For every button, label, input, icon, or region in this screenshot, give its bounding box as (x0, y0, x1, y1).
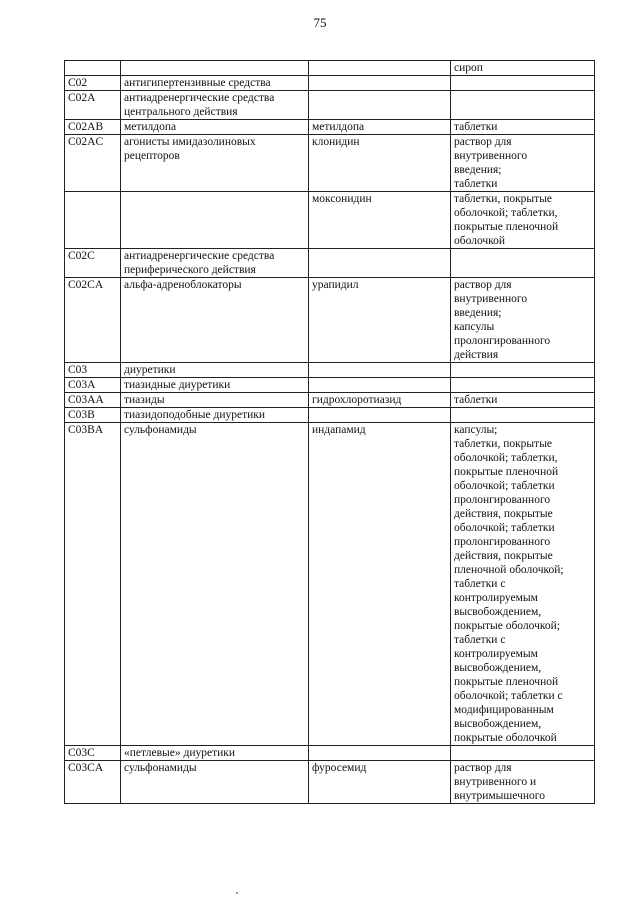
cell-text: C03BA (68, 424, 104, 436)
cell-text: C03C (68, 747, 95, 759)
cell-line: введения; (454, 164, 502, 176)
cell-text: C03B (68, 409, 95, 421)
atc-code-cell (65, 408, 121, 423)
table-row (65, 249, 595, 278)
group-name-cell (121, 393, 309, 408)
cell-line: фуросемид (312, 762, 367, 774)
table-row (65, 378, 595, 393)
cell-line: оболочкой (454, 235, 506, 247)
atc-code-cell (65, 393, 121, 408)
cell-line: антигипертензивные средства (124, 77, 271, 89)
cell-line: покрытые оболочкой; (454, 620, 560, 632)
cell-text: C02AC (68, 136, 104, 148)
atc-code-cell (65, 61, 121, 76)
cell-line: введения; (454, 307, 502, 319)
cell-text: C02CA (68, 279, 104, 291)
atc-code-cell (65, 192, 121, 249)
cell-line: рецепторов (124, 150, 180, 162)
cell-line: раствор для (454, 136, 512, 148)
cell-line: внутримышечного (454, 790, 545, 802)
atc-code-cell (65, 746, 121, 761)
table-row (65, 363, 595, 378)
drug-name-cell (309, 408, 451, 423)
table-row (65, 61, 595, 76)
cell-line: покрытые оболочкой (454, 732, 557, 744)
cell-line: метилдопа (124, 121, 177, 133)
drug-name-cell (309, 746, 451, 761)
cell-line: пленочной оболочкой; (454, 564, 564, 576)
dosage-form-cell (451, 192, 595, 249)
cell-text: C03A (68, 379, 96, 391)
atc-code-cell (65, 249, 121, 278)
cell-line: сульфонамиды (124, 762, 197, 774)
cell-line: таблетки с (454, 578, 506, 590)
cell-line: альфа-адреноблокаторы (124, 279, 242, 291)
cell-line: тиазидные диуретики (124, 379, 231, 391)
cell-line: «петлевые» диуретики (124, 747, 236, 759)
cell-line: сироп (454, 62, 483, 74)
drug-name-cell (309, 135, 451, 192)
cell-line: агонисты имидазолиновых (124, 136, 256, 148)
drug-name-cell (309, 61, 451, 76)
cell-line: урапидил (312, 279, 359, 291)
atc-code-cell (65, 278, 121, 363)
cell-line: таблетки, покрытые (454, 193, 553, 205)
cell-line: покрытые пленочной (454, 676, 559, 688)
dosage-form-cell (451, 135, 595, 192)
dosage-form-cell (451, 746, 595, 761)
atc-code-cell (65, 363, 121, 378)
cell-line: действия, покрытые (454, 508, 553, 520)
atc-code-cell (65, 135, 121, 192)
drug-name-cell (309, 278, 451, 363)
cell-text: C02 (68, 77, 88, 89)
cell-line: таблетки (454, 121, 498, 133)
cell-text: C02C (68, 250, 95, 262)
cell-line: действия, покрытые (454, 550, 553, 562)
drug-name-cell (309, 423, 451, 746)
table-row (65, 135, 595, 192)
cell-text: C02A (68, 92, 96, 104)
cell-line: клонидин (312, 136, 360, 148)
group-name-cell (121, 120, 309, 135)
cell-line: контролируемым (454, 648, 538, 660)
atc-code-cell (65, 120, 121, 135)
group-name-cell (121, 408, 309, 423)
table-row (65, 746, 595, 761)
cell-line: периферического действия (124, 264, 256, 276)
dosage-form-cell (451, 363, 595, 378)
atc-code-cell (65, 91, 121, 120)
table-row (65, 408, 595, 423)
cell-line: оболочкой; таблетки, (454, 452, 558, 464)
drug-name-cell (309, 192, 451, 249)
cell-line: раствор для (454, 279, 512, 291)
dosage-form-cell (451, 378, 595, 393)
cell-line: капсулы; (454, 424, 498, 436)
cell-line: внутривенного и (454, 776, 537, 788)
cell-line: пролонгированного (454, 494, 551, 506)
cell-line: диуретики (124, 364, 176, 376)
dosage-form-cell (451, 120, 595, 135)
dosage-form-cell (451, 76, 595, 91)
dosage-form-cell (451, 249, 595, 278)
cell-text: C02AB (68, 121, 104, 133)
cell-line: оболочкой; таблетки (454, 480, 555, 492)
cell-line: сульфонамиды (124, 424, 197, 436)
group-name-cell (121, 61, 309, 76)
atc-code-cell (65, 761, 121, 804)
page-number: 75 (313, 15, 327, 30)
group-name-cell (121, 423, 309, 746)
atc-code-cell (65, 76, 121, 91)
cell-line: капсулы (454, 321, 495, 333)
cell-line: гидрохлоротиазид (312, 394, 402, 406)
cell-line: пролонгированного (454, 335, 551, 347)
cell-line: покрытые пленочной (454, 221, 559, 233)
dosage-form-cell (451, 423, 595, 746)
cell-line: оболочкой; таблетки, (454, 207, 558, 219)
cell-line: центрального действия (124, 106, 238, 118)
medication-table (64, 60, 595, 804)
table-row (65, 278, 595, 363)
cell-line: индапамид (312, 424, 366, 436)
cell-line: метилдопа (312, 121, 365, 133)
cell-line: антиадренергические средства (124, 92, 275, 104)
group-name-cell (121, 91, 309, 120)
cell-line: таблетки, покрытые (454, 438, 553, 450)
cell-line: раствор для (454, 762, 512, 774)
table-row (65, 91, 595, 120)
group-name-cell (121, 378, 309, 393)
cell-text: C03 (68, 364, 88, 376)
atc-code-cell (65, 378, 121, 393)
drug-name-cell (309, 249, 451, 278)
cell-text: C03CA (68, 762, 104, 774)
cell-line: высвобождением, (454, 662, 542, 674)
cell-line: внутривенного (454, 293, 528, 305)
table-row (65, 761, 595, 804)
cell-line: внутривенного (454, 150, 528, 162)
drug-name-cell (309, 91, 451, 120)
cell-line: модифицированным (454, 704, 554, 716)
cell-line: таблетки (454, 178, 498, 190)
cell-line: таблетки с (454, 634, 506, 646)
atc-code-cell (65, 423, 121, 746)
table-row (65, 192, 595, 249)
drug-name-cell (309, 76, 451, 91)
cell-line: высвобождением, (454, 606, 542, 618)
drug-name-cell (309, 393, 451, 408)
group-name-cell (121, 192, 309, 249)
cell-line: моксонидин (312, 193, 372, 205)
cell-line: контролируемым (454, 592, 538, 604)
group-name-cell (121, 746, 309, 761)
dosage-form-cell (451, 393, 595, 408)
group-name-cell (121, 249, 309, 278)
group-name-cell (121, 761, 309, 804)
drug-name-cell (309, 378, 451, 393)
cell-line: пролонгированного (454, 536, 551, 548)
drug-name-cell (309, 120, 451, 135)
group-name-cell (121, 363, 309, 378)
table-row (65, 120, 595, 135)
cell-line: оболочкой; таблетки (454, 522, 555, 534)
group-name-cell (121, 76, 309, 91)
cell-line: тиазиды (124, 394, 165, 406)
dosage-form-cell (451, 61, 595, 76)
cell-line: оболочкой; таблетки с (454, 690, 563, 702)
cell-line: покрытые пленочной (454, 466, 559, 478)
cell-line: высвобождением, (454, 718, 542, 730)
cell-line: тиазидоподобные диуретики (124, 409, 265, 421)
dosage-form-cell (451, 761, 595, 804)
dosage-form-cell (451, 91, 595, 120)
group-name-cell (121, 278, 309, 363)
cell-line: таблетки (454, 394, 498, 406)
drug-name-cell (309, 363, 451, 378)
cell-line: действия (454, 349, 499, 361)
dosage-form-cell (451, 278, 595, 363)
scan-speck (236, 892, 238, 894)
dosage-form-cell (451, 408, 595, 423)
table-row (65, 423, 595, 746)
cell-text: C03AA (68, 394, 104, 406)
table-row (65, 76, 595, 91)
drug-name-cell (309, 761, 451, 804)
cell-line: антиадренергические средства (124, 250, 275, 262)
table-row (65, 393, 595, 408)
group-name-cell (121, 135, 309, 192)
